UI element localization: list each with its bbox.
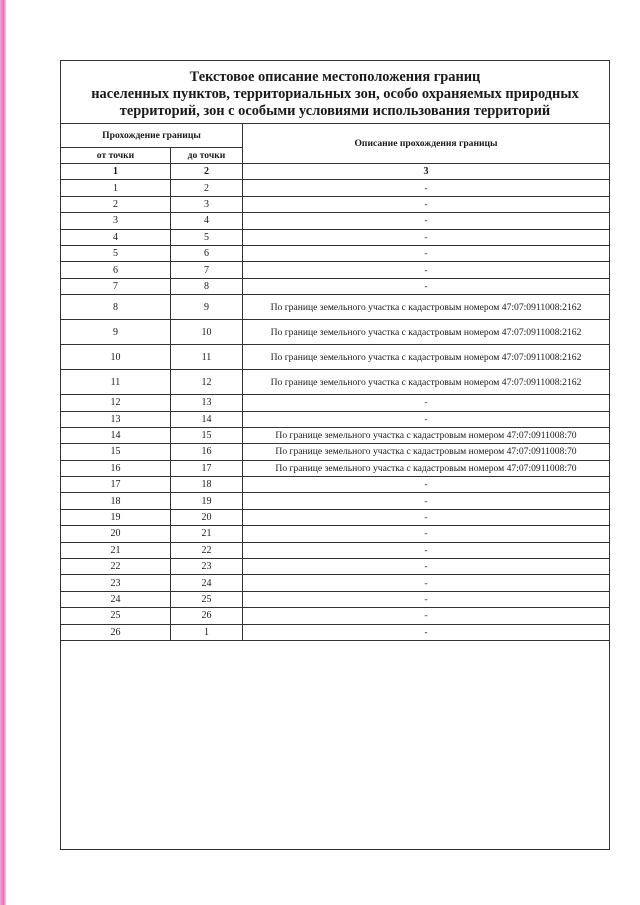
to-point-cell: 15 [171, 427, 243, 443]
table-body [61, 180, 610, 641]
to-point-cell: 19 [171, 493, 243, 509]
description-cell: По границе земельного участка с кадастровым номером 47:07:0911008:2162 [243, 320, 610, 345]
title-line-1: Текстовое описание местоположения границ [189, 69, 481, 85]
to-point-cell: 16 [171, 444, 243, 460]
table-row [61, 575, 610, 591]
table-row [61, 608, 610, 624]
to-point-cell: 14 [171, 411, 243, 427]
from-point-cell: 22 [61, 559, 171, 575]
title-line-3: территорий, зон с особыми условиями использования территорий [119, 103, 551, 119]
to-point-cell: 10 [171, 320, 243, 345]
description-cell: По границе земельного участка с кадастровым номером 47:07:0911008:2162 [243, 345, 610, 370]
to-point-cell: 21 [171, 526, 243, 542]
table-row [61, 542, 610, 558]
table-row [61, 444, 610, 460]
description-cell: - [243, 395, 610, 411]
from-point-cell: 26 [61, 624, 171, 640]
from-point-cell: 2 [61, 196, 171, 212]
header-to-point: до точки [171, 148, 243, 164]
column-number: 2 [171, 164, 243, 180]
from-point-cell: 5 [61, 245, 171, 261]
column-number: 3 [243, 164, 610, 180]
to-point-cell: 5 [171, 229, 243, 245]
description-cell: - [243, 411, 610, 427]
table-row [61, 427, 610, 443]
description-cell: - [243, 477, 610, 493]
table-row [61, 591, 610, 607]
margin-stripe [0, 0, 6, 905]
to-point-cell: 18 [171, 477, 243, 493]
from-point-cell: 16 [61, 460, 171, 476]
from-point-cell: 15 [61, 444, 171, 460]
description-cell: - [243, 278, 610, 294]
from-point-cell: 6 [61, 262, 171, 278]
to-point-cell: 13 [171, 395, 243, 411]
to-point-cell: 9 [171, 295, 243, 320]
description-cell: - [243, 229, 610, 245]
table-row [61, 345, 610, 370]
from-point-cell: 1 [61, 180, 171, 196]
description-cell: - [243, 591, 610, 607]
from-point-cell: 24 [61, 591, 171, 607]
to-point-cell: 26 [171, 608, 243, 624]
from-point-cell: 8 [61, 295, 171, 320]
table-row [61, 278, 610, 294]
from-point-cell: 12 [61, 395, 171, 411]
to-point-cell: 20 [171, 509, 243, 525]
table-row [61, 229, 610, 245]
boundary-table [60, 123, 610, 641]
to-point-cell: 8 [171, 278, 243, 294]
description-cell: - [243, 213, 610, 229]
table-row [61, 477, 610, 493]
from-point-cell: 14 [61, 427, 171, 443]
to-point-cell: 1 [171, 624, 243, 640]
description-cell: - [243, 509, 610, 525]
table-row [61, 196, 610, 212]
table-row [61, 262, 610, 278]
from-point-cell: 3 [61, 213, 171, 229]
from-point-cell: 18 [61, 493, 171, 509]
description-cell: - [243, 493, 610, 509]
document-frame [60, 60, 610, 850]
from-point-cell: 19 [61, 509, 171, 525]
from-point-cell: 23 [61, 575, 171, 591]
from-point-cell: 7 [61, 278, 171, 294]
from-point-cell: 10 [61, 345, 171, 370]
from-point-cell: 9 [61, 320, 171, 345]
to-point-cell: 24 [171, 575, 243, 591]
description-cell: По границе земельного участка с кадастровым номером 47:07:0911008:70 [243, 427, 610, 443]
from-point-cell: 17 [61, 477, 171, 493]
to-point-cell: 3 [171, 196, 243, 212]
description-cell: - [243, 575, 610, 591]
column-number: 1 [61, 164, 171, 180]
description-cell: - [243, 196, 610, 212]
description-cell: - [243, 559, 610, 575]
table-row [61, 493, 610, 509]
header-from-point: от точки [61, 148, 171, 164]
from-point-cell: 13 [61, 411, 171, 427]
from-point-cell: 4 [61, 229, 171, 245]
table-row [61, 559, 610, 575]
from-point-cell: 20 [61, 526, 171, 542]
description-cell: - [243, 245, 610, 261]
table-row [61, 526, 610, 542]
from-point-cell: 11 [61, 370, 171, 395]
description-cell: По границе земельного участка с кадастровым номером 47:07:0911008:2162 [243, 295, 610, 320]
table-row [61, 411, 610, 427]
to-point-cell: 17 [171, 460, 243, 476]
description-cell: - [243, 542, 610, 558]
description-cell: По границе земельного участка с кадастровым номером 47:07:0911008:70 [243, 460, 610, 476]
description-cell: - [243, 624, 610, 640]
description-cell: - [243, 526, 610, 542]
description-cell: - [243, 262, 610, 278]
title-line-2: населенных пунктов, территориальных зон, особо охраняемых природных [91, 86, 579, 102]
to-point-cell: 4 [171, 213, 243, 229]
to-point-cell: 2 [171, 180, 243, 196]
description-cell: По границе земельного участка с кадастровым номером 47:07:0911008:70 [243, 444, 610, 460]
table-row [61, 245, 610, 261]
header-description: Описание прохождения границы [243, 124, 610, 164]
to-point-cell: 23 [171, 559, 243, 575]
table-row [61, 509, 610, 525]
table-row [61, 213, 610, 229]
to-point-cell: 7 [171, 262, 243, 278]
table-row [61, 370, 610, 395]
table-row [61, 395, 610, 411]
description-cell: - [243, 180, 610, 196]
from-point-cell: 25 [61, 608, 171, 624]
from-point-cell: 21 [61, 542, 171, 558]
description-cell: - [243, 608, 610, 624]
to-point-cell: 12 [171, 370, 243, 395]
table-row [61, 180, 610, 196]
document-title [61, 61, 609, 123]
header-passage: Прохождение границы [61, 124, 243, 148]
description-cell: По границе земельного участка с кадастровым номером 47:07:0911008:2162 [243, 370, 610, 395]
to-point-cell: 6 [171, 245, 243, 261]
table-row [61, 624, 610, 640]
to-point-cell: 22 [171, 542, 243, 558]
table-row [61, 460, 610, 476]
to-point-cell: 25 [171, 591, 243, 607]
table-row [61, 320, 610, 345]
table-row [61, 295, 610, 320]
to-point-cell: 11 [171, 345, 243, 370]
